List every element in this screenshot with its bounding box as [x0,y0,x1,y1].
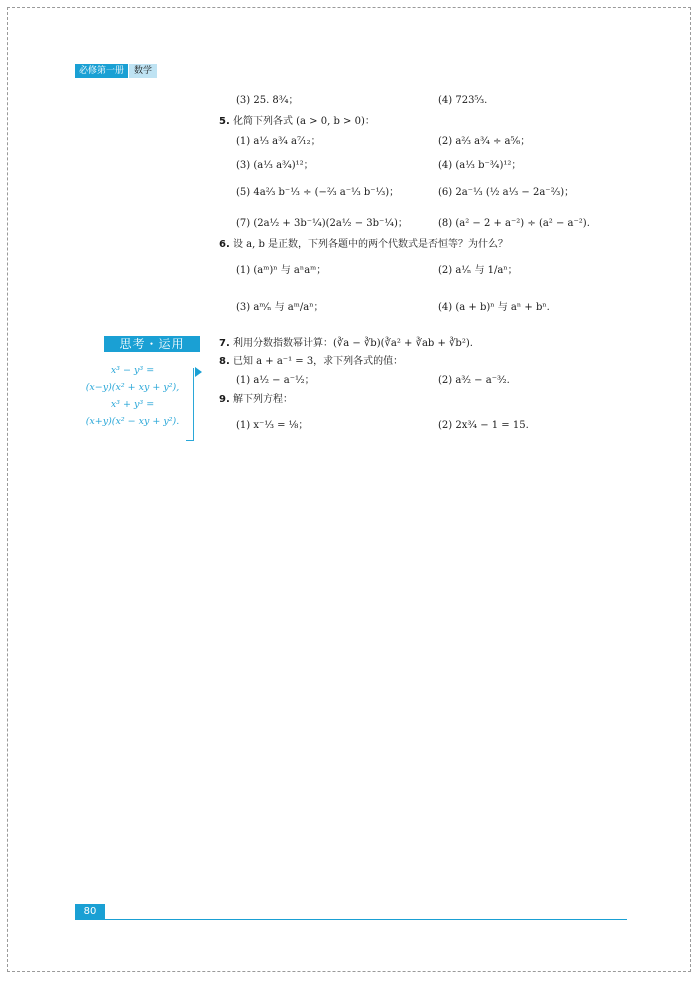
problem-number: 5. [219,116,230,127]
sidebar-line: (x+y)(x² − xy + y²). [85,416,180,427]
p5-item-2: (2) a²⁄₃ a³⁄₄ ÷ a⁵⁄₆； [438,136,531,147]
header-tag [75,64,157,78]
page-border [7,7,691,972]
p4-item-4: (4) 723⁵⁄₃. [438,95,488,106]
bracket-foot [186,440,194,441]
sidebar-line: x³ − y³ = [110,365,155,376]
p6-item-1: (1) (aᵐ)ⁿ 与 aⁿaᵐ； [236,265,327,276]
p5-item-3: (3) (a¹⁄₃ a³⁄₄)¹²； [236,160,314,171]
problem-number: 9. [219,394,230,405]
p6-item-3: (3) aᵐ⁄ₙ 与 aᵐ/aⁿ； [236,302,324,313]
problem-9-title: 解下列方程： [232,394,293,405]
sidebar-note [70,362,195,430]
problem-9 [219,393,293,407]
problem-5-title: 化简下列各式 (a > 0, b > 0)： [232,116,375,127]
p6-item-4: (4) (a + b)ⁿ 与 aⁿ + bⁿ. [438,302,550,313]
problem-8 [219,355,403,369]
subject-label: 数学 [129,64,157,78]
p8-item-2: (2) a³⁄₂ − a⁻³⁄₂. [438,375,510,386]
problem-7 [219,337,473,351]
page-number: 80 [75,904,105,920]
book-label: 必修第一册 [75,64,128,78]
p5-item-4: (4) (a¹⁄₃ b⁻³⁄₄)¹²； [438,160,522,171]
p5-item-1: (1) a¹⁄₃ a³⁄₄ a⁷⁄₁₂； [236,136,321,147]
sidebar-line: (x−y)(x² + xy + y²), [85,382,180,393]
problem-number: 6. [219,239,230,250]
problem-6 [219,238,508,252]
p6-item-2: (2) a¹⁄ₙ 与 1/aⁿ； [438,265,518,276]
problem-number: 8. [219,356,230,367]
sidebar-title: 思考・运用 [104,336,200,352]
problem-8-title: 已知 a + a⁻¹ = 3，求下列各式的值： [232,356,404,367]
sidebar-line: x³ + y³ = [110,399,155,410]
p5-item-8: (8) (a² − 2 + a⁻²) ÷ (a² − a⁻²). [438,218,590,229]
p5-item-7: (7) (2a¹⁄₂ + 3b⁻¹⁄₄)(2a¹⁄₂ − 3b⁻¹⁄₄)； [236,218,408,229]
bracket-line [193,368,194,440]
p9-item-1: (1) x⁻¹⁄₃ = ⅛； [236,420,309,431]
p5-item-5: (5) 4a²⁄₃ b⁻¹⁄₃ ÷ (−²⁄₃ a⁻¹⁄₃ b⁻¹⁄₃)； [236,187,400,198]
problem-5 [219,115,375,129]
problem-7-text: 利用分数指数幂计算：(∛a − ∛b)(∛a² + ∛ab + ∛b²). [232,338,473,349]
p9-item-2: (2) 2x³⁄₄ − 1 = 15. [438,420,529,431]
p4-item-3: (3) 25. 8³⁄₄； [236,95,299,106]
pointer-triangle-icon [195,367,202,377]
footer-rule [105,919,627,920]
problem-number: 7. [219,338,230,349]
p8-item-1: (1) a¹⁄₂ − a⁻¹⁄₂； [236,375,315,386]
p5-item-6: (6) 2a⁻¹⁄₃ (½ a¹⁄₃ − 2a⁻²⁄₃)； [438,187,575,198]
problem-6-title: 设 a, b 是正数，下列各题中的两个代数式是否恒等？为什么？ [232,239,509,250]
